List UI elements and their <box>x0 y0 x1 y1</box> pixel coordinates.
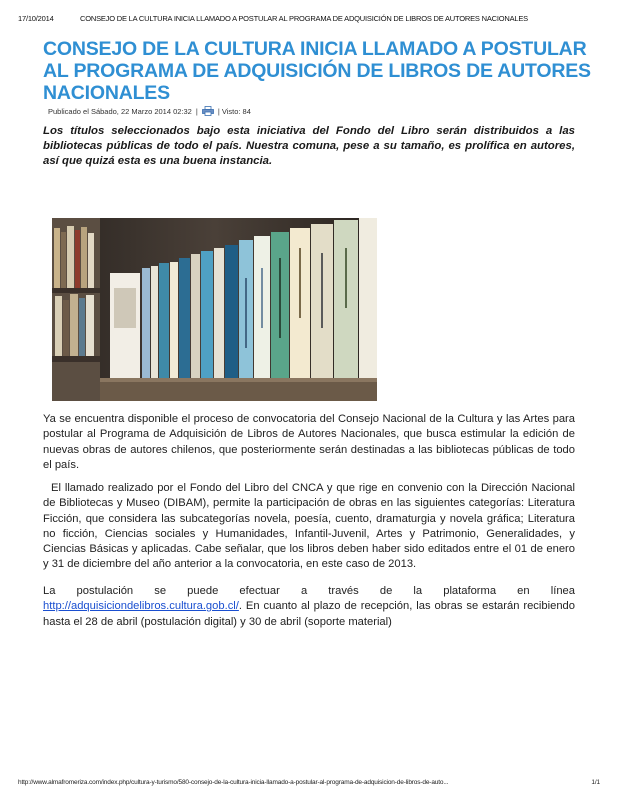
paragraph-3 <box>43 584 575 630</box>
visit-count: | Visto: 84 <box>217 106 251 116</box>
print-doc-title: CONSEJO DE LA CULTURA INICIA LLAMADO A POSTULAR AL PROGRAMA DE ADQUISICIÓN DE LIBROS DE AUTORES NACIONALES <box>80 14 528 23</box>
print-footer <box>18 779 600 786</box>
meta-separator: | <box>195 106 198 116</box>
platform-link[interactable]: http://adquisiciondelibros.cultura.gob.cl/ <box>43 600 239 613</box>
bookshelf-photo <box>52 218 377 401</box>
paragraph-2: El llamado realizado por el Fondo del Libro del CNCA y que rige en convenio con la Dirección Nacional de Bibliotecas y Museo (DIBAM), permite la participación de obras en las siguientes categorías: Literatura Ficción, que considera las subcategorías novela, poesía, cuento, dramaturgia y novela gráfica; Literatura no ficción, Ciencias sociales y Humanidades, Infantil-Juvenil, Artes y Patrimonio, Generalidades, y Ciencias Básicas y aplicadas. Cabe señalar, que los libros deben haber sido editados entre el 01 de enero y 31 de diciembre del año anterior a la convocatoria, en este caso de 2013. <box>43 482 575 571</box>
published-date: Publicado el Sábado, 22 Marzo 2014 02:32 <box>48 106 192 116</box>
article-meta <box>48 106 251 116</box>
print-header <box>18 14 598 23</box>
article-title: CONSEJO DE LA CULTURA INICIA LLAMADO A POSTULAR AL PROGRAMA DE ADQUISICIÓN DE LIBROS DE AUTORES NACIONALES <box>43 38 591 104</box>
page-number: 1/1 <box>591 779 600 786</box>
print-icon[interactable] <box>202 106 214 116</box>
footer-url: http://www.almafromeriza.com/index.php/cultura-y-turismo/580-consejo-de-la-cultura-inicia-llamado-a-postular-al-programa-de-adquisicion-de-libros-de-auto... <box>18 779 449 786</box>
article-lead: Los títulos seleccionados bajo esta iniciativa del Fondo del Libro serán distribuidos a las bibliotecas públicas de todo el país. Nuestra comuna, pese a su tamaño, es prolífica en autores, así que quizá esta es una buena instancia. <box>43 125 575 167</box>
paragraph-1: Ya se encuentra disponible el proceso de convocatoria del Consejo Nacional de la Cultura y las Artes para postular al Programa de Adquisición de Libros de Autores Nacionales, que busca estimular la edición de nuevas obras de autores chilenos, que posteriormente serán destinadas a las bibliotecas públicas de todo el país. <box>43 413 575 471</box>
paragraph-3-start: La postulación se puede efectuar a través de la plataforma en línea <box>43 585 575 597</box>
paragraph-3-end: . En cuanto al plazo de recepción, las obras se estarán recibiendo hasta el 28 de abril (postulación digital) y 30 de abril (soporte material) <box>43 600 575 628</box>
print-date: 17/10/2014 <box>18 14 54 23</box>
